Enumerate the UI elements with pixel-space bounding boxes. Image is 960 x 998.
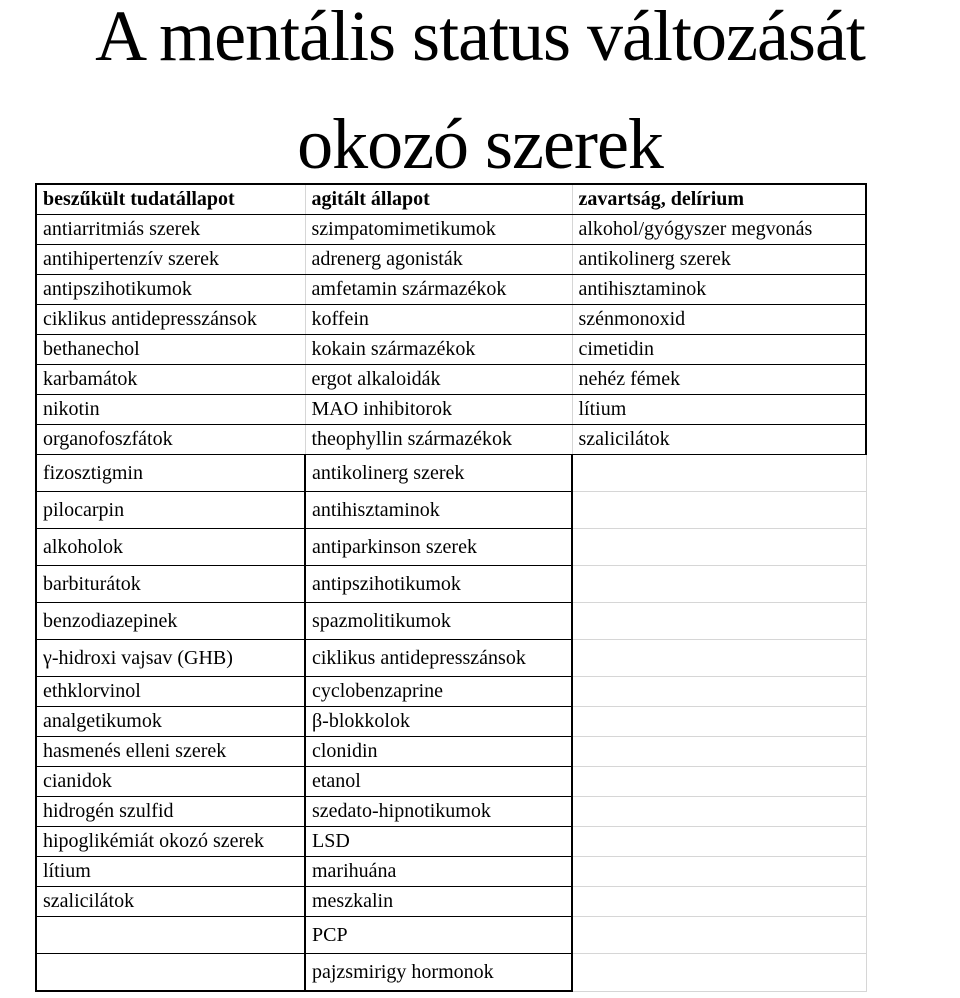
table-cell [572, 954, 866, 992]
table-row [36, 305, 866, 335]
table-cell [572, 492, 866, 529]
table-cell: benzodiazepinek [36, 603, 305, 640]
table-row [36, 529, 866, 566]
table-row [36, 425, 866, 455]
table-row [36, 677, 866, 707]
table-cell [572, 529, 866, 566]
table-cell: pajzsmirigy hormonok [305, 954, 572, 992]
table-cell: cimetidin [572, 335, 866, 365]
table-cell: koffein [305, 305, 572, 335]
table-cell: adrenerg agonisták [305, 245, 572, 275]
drug-table [35, 183, 867, 992]
table-cell: antihisztaminok [305, 492, 572, 529]
table-cell: theophyllin származékok [305, 425, 572, 455]
table-row [36, 603, 866, 640]
table-cell: antiparkinson szerek [305, 529, 572, 566]
table-cell: γ-hidroxi vajsav (GHB) [36, 640, 305, 677]
table-cell: szedato-hipnotikumok [305, 797, 572, 827]
table-cell: ergot alkaloidák [305, 365, 572, 395]
table-cell [572, 640, 866, 677]
table-cell: antikolinerg szerek [572, 245, 866, 275]
table-row [36, 492, 866, 529]
table-row [36, 827, 866, 857]
table-cell [572, 677, 866, 707]
table-cell: etanol [305, 767, 572, 797]
table-cell: antihisztaminok [572, 275, 866, 305]
table-cell: hasmenés elleni szerek [36, 737, 305, 767]
table-row [36, 566, 866, 603]
table-row [36, 215, 866, 245]
table-row [36, 857, 866, 887]
table-row [36, 917, 866, 954]
table-cell: antihipertenzív szerek [36, 245, 305, 275]
table-cell: antipszihotikumok [36, 275, 305, 305]
table-cell: kokain származékok [305, 335, 572, 365]
table-cell: szimpatomimetikumok [305, 215, 572, 245]
table-cell [36, 917, 305, 954]
table-cell [572, 737, 866, 767]
table-cell: nikotin [36, 395, 305, 425]
table-cell: ciklikus antidepresszánsok [36, 305, 305, 335]
table-row [36, 707, 866, 737]
table-cell: amfetamin származékok [305, 275, 572, 305]
table-cell: hipoglikémiát okozó szerek [36, 827, 305, 857]
table-cell: spazmolitikumok [305, 603, 572, 640]
table-cell [572, 797, 866, 827]
table-cell: antikolinerg szerek [305, 455, 572, 492]
table-cell [572, 887, 866, 917]
table-cell: szalicilátok [572, 425, 866, 455]
table-cell [572, 827, 866, 857]
table-row [36, 455, 866, 492]
table-row [36, 365, 866, 395]
table-row [36, 395, 866, 425]
table-cell [572, 707, 866, 737]
table-cell [572, 603, 866, 640]
table-row [36, 275, 866, 305]
table-cell: barbiturátok [36, 566, 305, 603]
table-cell: lítium [36, 857, 305, 887]
table-cell [572, 767, 866, 797]
table-cell: ethklorvinol [36, 677, 305, 707]
table-cell: LSD [305, 827, 572, 857]
table-cell: cianidok [36, 767, 305, 797]
table-cell [572, 566, 866, 603]
table-cell [572, 455, 866, 492]
table-row [36, 887, 866, 917]
table-cell: cyclobenzaprine [305, 677, 572, 707]
table-cell: alkohol/gyógyszer megvonás [572, 215, 866, 245]
table-row [36, 954, 866, 992]
table-cell: pilocarpin [36, 492, 305, 529]
table-row [36, 737, 866, 767]
page-title-line-1: A mentális status változását [95, 0, 865, 76]
table-cell: meszkalin [305, 887, 572, 917]
table-row [36, 335, 866, 365]
table-row [36, 640, 866, 677]
table-cell: analgetikumok [36, 707, 305, 737]
page-title-line-2: okozó szerek [297, 104, 663, 184]
table-cell: PCP [305, 917, 572, 954]
header-cell-decreased-consciousness: beszűkült tudatállapot [36, 184, 305, 215]
table-cell [572, 857, 866, 887]
table-cell: antipszihotikumok [305, 566, 572, 603]
header-cell-agitation: agitált állapot [305, 184, 572, 215]
table-cell: alkoholok [36, 529, 305, 566]
table-cell: organofoszfátok [36, 425, 305, 455]
table-cell: bethanechol [36, 335, 305, 365]
table-cell: clonidin [305, 737, 572, 767]
table-cell: ciklikus antidepresszánsok [305, 640, 572, 677]
table-cell: β-blokkolok [305, 707, 572, 737]
table-cell: hidrogén szulfid [36, 797, 305, 827]
table-cell: lítium [572, 395, 866, 425]
table-row [36, 767, 866, 797]
header-cell-confusion-delirium: zavartság, delírium [572, 184, 866, 215]
table-cell [572, 917, 866, 954]
table-cell [36, 954, 305, 992]
table-row [36, 245, 866, 275]
table-cell: szalicilátok [36, 887, 305, 917]
table-cell: antiarritmiás szerek [36, 215, 305, 245]
table-header-row [36, 184, 866, 215]
table-cell: MAO inhibitorok [305, 395, 572, 425]
table-cell: karbamátok [36, 365, 305, 395]
table-cell: nehéz fémek [572, 365, 866, 395]
table-cell: fizosztigmin [36, 455, 305, 492]
table-cell: szénmonoxid [572, 305, 866, 335]
table-row [36, 797, 866, 827]
table-cell: marihuána [305, 857, 572, 887]
